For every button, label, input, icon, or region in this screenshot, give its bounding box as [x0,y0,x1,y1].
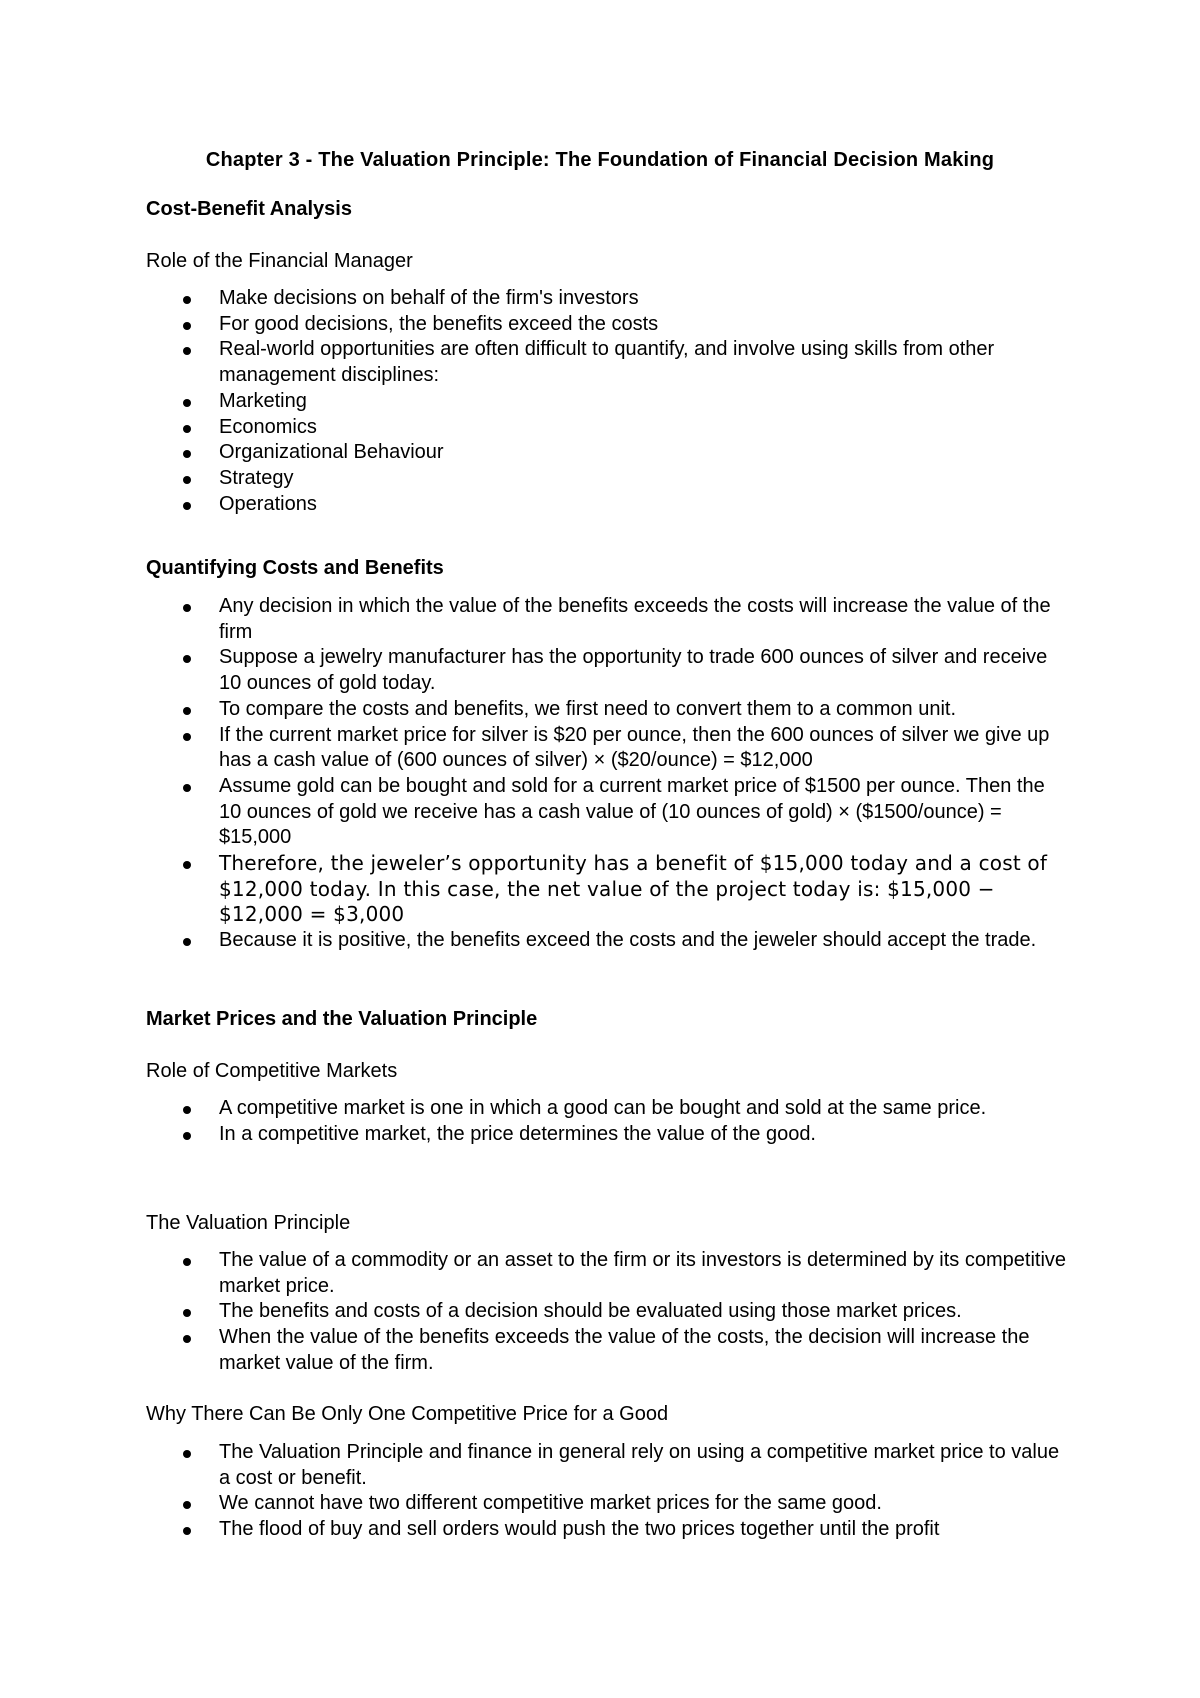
list-item: To compare the costs and benefits, we first need to convert them to a common unit. [146,697,1066,723]
list-item: We cannot have two different competitive market prices for the same good. [146,1491,1066,1517]
list-item: Therefore, the jeweler’s opportunity has a benefit of $15,000 today and a cost of $12,000 today. In this case, the net value of the project today is: $15,000 − $12,000 = $3,000 [146,851,1066,928]
document-title: Chapter 3 - The Valuation Principle: The Foundation of Financial Decision Making [205,149,995,171]
section-heading-quantifying: Quantifying Costs and Benefits [146,557,444,579]
bullet-list-financial-manager [146,286,1066,517]
bullet-list-competitive-markets [146,1096,1066,1147]
list-item: Any decision in which the value of the benefits exceeds the costs will increase the value of the firm [146,594,1066,645]
list-item: A competitive market is one in which a good can be bought and sold at the same price. [146,1096,1066,1122]
list-item: Suppose a jewelry manufacturer has the opportunity to trade 600 ounces of silver and receive 10 ounces of gold today. [146,645,1066,696]
list-item: The Valuation Principle and finance in general rely on using a competitive market price to value a cost or benefit. [146,1440,1066,1491]
bullet-list-quantifying [146,594,1066,954]
section-heading-cost-benefit: Cost-Benefit Analysis [146,198,352,220]
list-item: Organizational Behaviour [146,440,1066,466]
list-item: In a competitive market, the price determines the value of the good. [146,1122,1066,1148]
subheading-role-financial-manager: Role of the Financial Manager [146,250,413,272]
section-heading-market-prices: Market Prices and the Valuation Principle [146,1008,538,1030]
list-item: The flood of buy and sell orders would push the two prices together until the profit [146,1517,1066,1543]
list-item: For good decisions, the benefits exceed the costs [146,312,1066,338]
list-item: Operations [146,492,1066,518]
bullet-list-valuation-principle [146,1248,1066,1377]
list-item: The value of a commodity or an asset to the firm or its investors is determined by its competitive market price. [146,1248,1066,1299]
list-item: Assume gold can be bought and sold for a current market price of $1500 per ounce. Then the 10 ounces of gold we receive has a cash value of (10 ounces of gold) × ($1500/ounce) = $15,000 [146,774,1066,851]
list-item: When the value of the benefits exceeds the value of the costs, the decision will increase the market value of the firm. [146,1325,1066,1376]
list-item: Real-world opportunities are often difficult to quantify, and involve using skills from other management disciplines: [146,337,1066,388]
subheading-valuation-principle: The Valuation Principle [146,1212,351,1234]
list-item: Make decisions on behalf of the firm's investors [146,286,1066,312]
list-item: The benefits and costs of a decision should be evaluated using those market prices. [146,1299,1066,1325]
bullet-list-one-competitive-price [146,1440,1066,1543]
list-item: If the current market price for silver is $20 per ounce, then the 600 ounces of silver we give up has a cash value of (600 ounces of silver) × ($20/ounce) = $12,000 [146,723,1066,774]
list-item: Marketing [146,389,1066,415]
list-item: Because it is positive, the benefits exceed the costs and the jeweler should accept the trade. [146,928,1066,954]
subheading-one-competitive-price: Why There Can Be Only One Competitive Price for a Good [146,1403,669,1425]
list-item: Strategy [146,466,1066,492]
list-item: Economics [146,415,1066,441]
subheading-competitive-markets: Role of Competitive Markets [146,1060,398,1082]
